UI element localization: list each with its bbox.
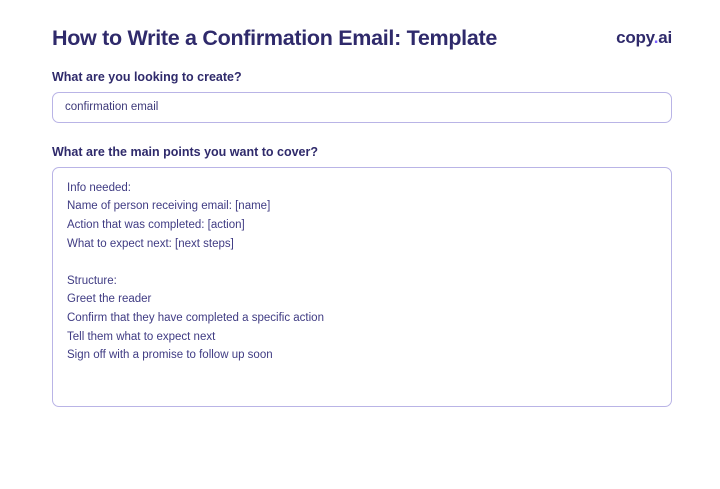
textarea-line: Tell them what to expect next [67,330,216,343]
create-field-label: What are you looking to create? [52,69,242,84]
page-title: How to Write a Confirmation Email: Template [52,26,498,50]
main-points-textarea[interactable] [52,167,672,407]
brand-dot: . [653,28,659,47]
textarea-line: Greet the reader [67,293,152,306]
textarea-line: Name of person receiving email: [name] [67,200,271,213]
header [52,24,672,52]
brand-name: copy [616,28,654,47]
copyai-logo [616,24,672,48]
textarea-line: Structure: [67,274,117,287]
textarea-line: What to expect next: [next steps] [67,237,234,250]
points-field-label: What are the main points you want to cover? [52,144,319,159]
brand-suffix: ai [658,28,672,47]
textarea-line [67,253,657,272]
textarea-line: Confirm that they have completed a specific action [67,311,324,324]
textarea-line: Sign off with a promise to follow up soon [67,349,273,362]
create-input[interactable] [52,92,672,123]
textarea-line: Info needed: [67,181,131,194]
textarea-line: Action that was completed: [action] [67,218,245,231]
